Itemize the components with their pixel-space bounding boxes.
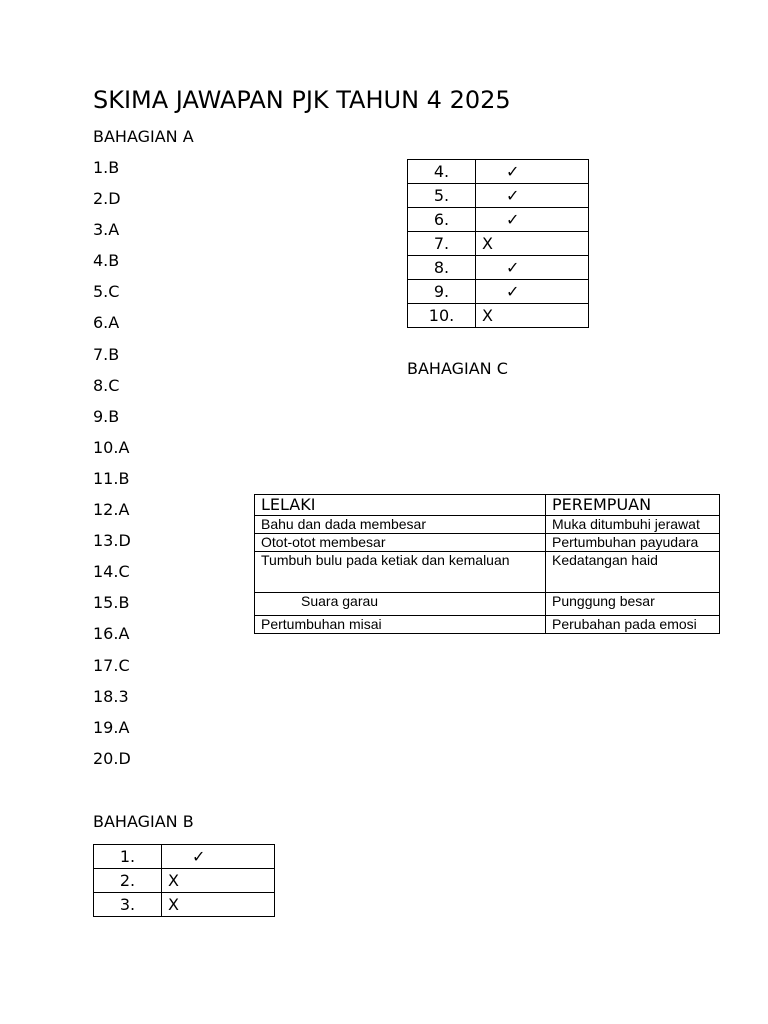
question-number: 3. bbox=[94, 893, 162, 917]
table-cell: Pertumbuhan misai bbox=[255, 616, 546, 634]
table-row bbox=[94, 845, 275, 869]
answer-item: 9.B bbox=[93, 406, 120, 426]
answer-item: 5.C bbox=[93, 282, 120, 302]
answer-item: 15.B bbox=[93, 593, 130, 613]
question-number: 6. bbox=[408, 208, 476, 232]
question-number: 8. bbox=[408, 256, 476, 280]
table-row bbox=[94, 869, 275, 893]
table-row bbox=[255, 616, 720, 634]
answer-item: 18.3 bbox=[93, 686, 129, 706]
cross-mark-icon: X bbox=[168, 870, 179, 890]
table-cell: Perubahan pada emosi bbox=[546, 616, 720, 634]
table-header-row bbox=[255, 495, 720, 516]
answer-item: 19.A bbox=[93, 717, 130, 737]
section-b-table-top bbox=[407, 159, 589, 328]
section-c-table bbox=[254, 494, 720, 634]
question-number: 2. bbox=[94, 869, 162, 893]
table-cell: Kedatangan haid bbox=[546, 552, 720, 593]
section-c-heading: BAHAGIAN C bbox=[407, 359, 508, 378]
table-row bbox=[408, 232, 589, 256]
check-mark-icon: ✓ bbox=[192, 846, 206, 866]
check-mark-icon: ✓ bbox=[506, 209, 520, 229]
section-a-answer-list bbox=[93, 157, 131, 779]
column-header-perempuan: PEREMPUAN bbox=[546, 495, 720, 516]
answer-item: 3.A bbox=[93, 220, 120, 240]
table-row bbox=[408, 160, 589, 184]
answer-item: 4.B bbox=[93, 251, 120, 271]
answer-item: 1.B bbox=[93, 158, 120, 177]
check-mark-icon: ✓ bbox=[506, 161, 520, 181]
answer-item: 6.A bbox=[93, 313, 120, 333]
answer-item: 13.D bbox=[93, 531, 131, 551]
table-row bbox=[255, 534, 720, 552]
answer-item: 8.C bbox=[93, 375, 120, 395]
table-cell: Muka ditumbuhi jerawat bbox=[546, 516, 720, 534]
table-row bbox=[408, 304, 589, 328]
section-a-heading: BAHAGIAN A bbox=[93, 127, 194, 146]
table-cell: Bahu dan dada membesar bbox=[255, 516, 546, 534]
table-row bbox=[255, 516, 720, 534]
table-row bbox=[255, 552, 720, 593]
answer-item: 11.B bbox=[93, 468, 130, 488]
question-number: 9. bbox=[408, 280, 476, 304]
answer-item: 2.D bbox=[93, 189, 121, 209]
table-cell: Tumbuh bulu pada ketiak dan kemaluan bbox=[255, 552, 546, 593]
table-row bbox=[94, 893, 275, 917]
question-number: 1. bbox=[94, 845, 162, 869]
answer-item: 17.C bbox=[93, 655, 130, 675]
cross-mark-icon: X bbox=[168, 894, 179, 914]
question-number: 5. bbox=[408, 184, 476, 208]
table-row bbox=[408, 256, 589, 280]
answer-item: 10.A bbox=[93, 437, 130, 457]
answer-item: 12.A bbox=[93, 500, 130, 520]
check-mark-icon: ✓ bbox=[506, 257, 520, 277]
page-title: SKIMA JAWAPAN PJK TAHUN 4 2025 bbox=[93, 86, 511, 114]
section-b-table-bottom bbox=[93, 844, 275, 917]
table-row bbox=[408, 208, 589, 232]
cross-mark-icon: X bbox=[482, 233, 493, 253]
check-mark-icon: ✓ bbox=[506, 185, 520, 205]
table-row bbox=[408, 184, 589, 208]
answer-item: 14.C bbox=[93, 562, 130, 582]
answer-item: 16.A bbox=[93, 624, 130, 644]
table-row bbox=[408, 280, 589, 304]
table-cell: Punggung besar bbox=[546, 593, 720, 616]
answer-item: 20.D bbox=[93, 748, 131, 768]
check-mark-icon: ✓ bbox=[506, 281, 520, 301]
cross-mark-icon: X bbox=[482, 305, 493, 325]
answer-item: 7.B bbox=[93, 344, 120, 364]
column-header-lelaki: LELAKI bbox=[255, 495, 546, 516]
question-number: 7. bbox=[408, 232, 476, 256]
question-number: 10. bbox=[408, 304, 476, 328]
table-row bbox=[255, 593, 720, 616]
table-cell: Otot-otot membesar bbox=[255, 534, 546, 552]
table-cell: Pertumbuhan payudara bbox=[546, 534, 720, 552]
section-b-heading: BAHAGIAN B bbox=[93, 812, 194, 831]
question-number: 4. bbox=[408, 160, 476, 184]
table-cell: Suara garau bbox=[255, 593, 546, 616]
